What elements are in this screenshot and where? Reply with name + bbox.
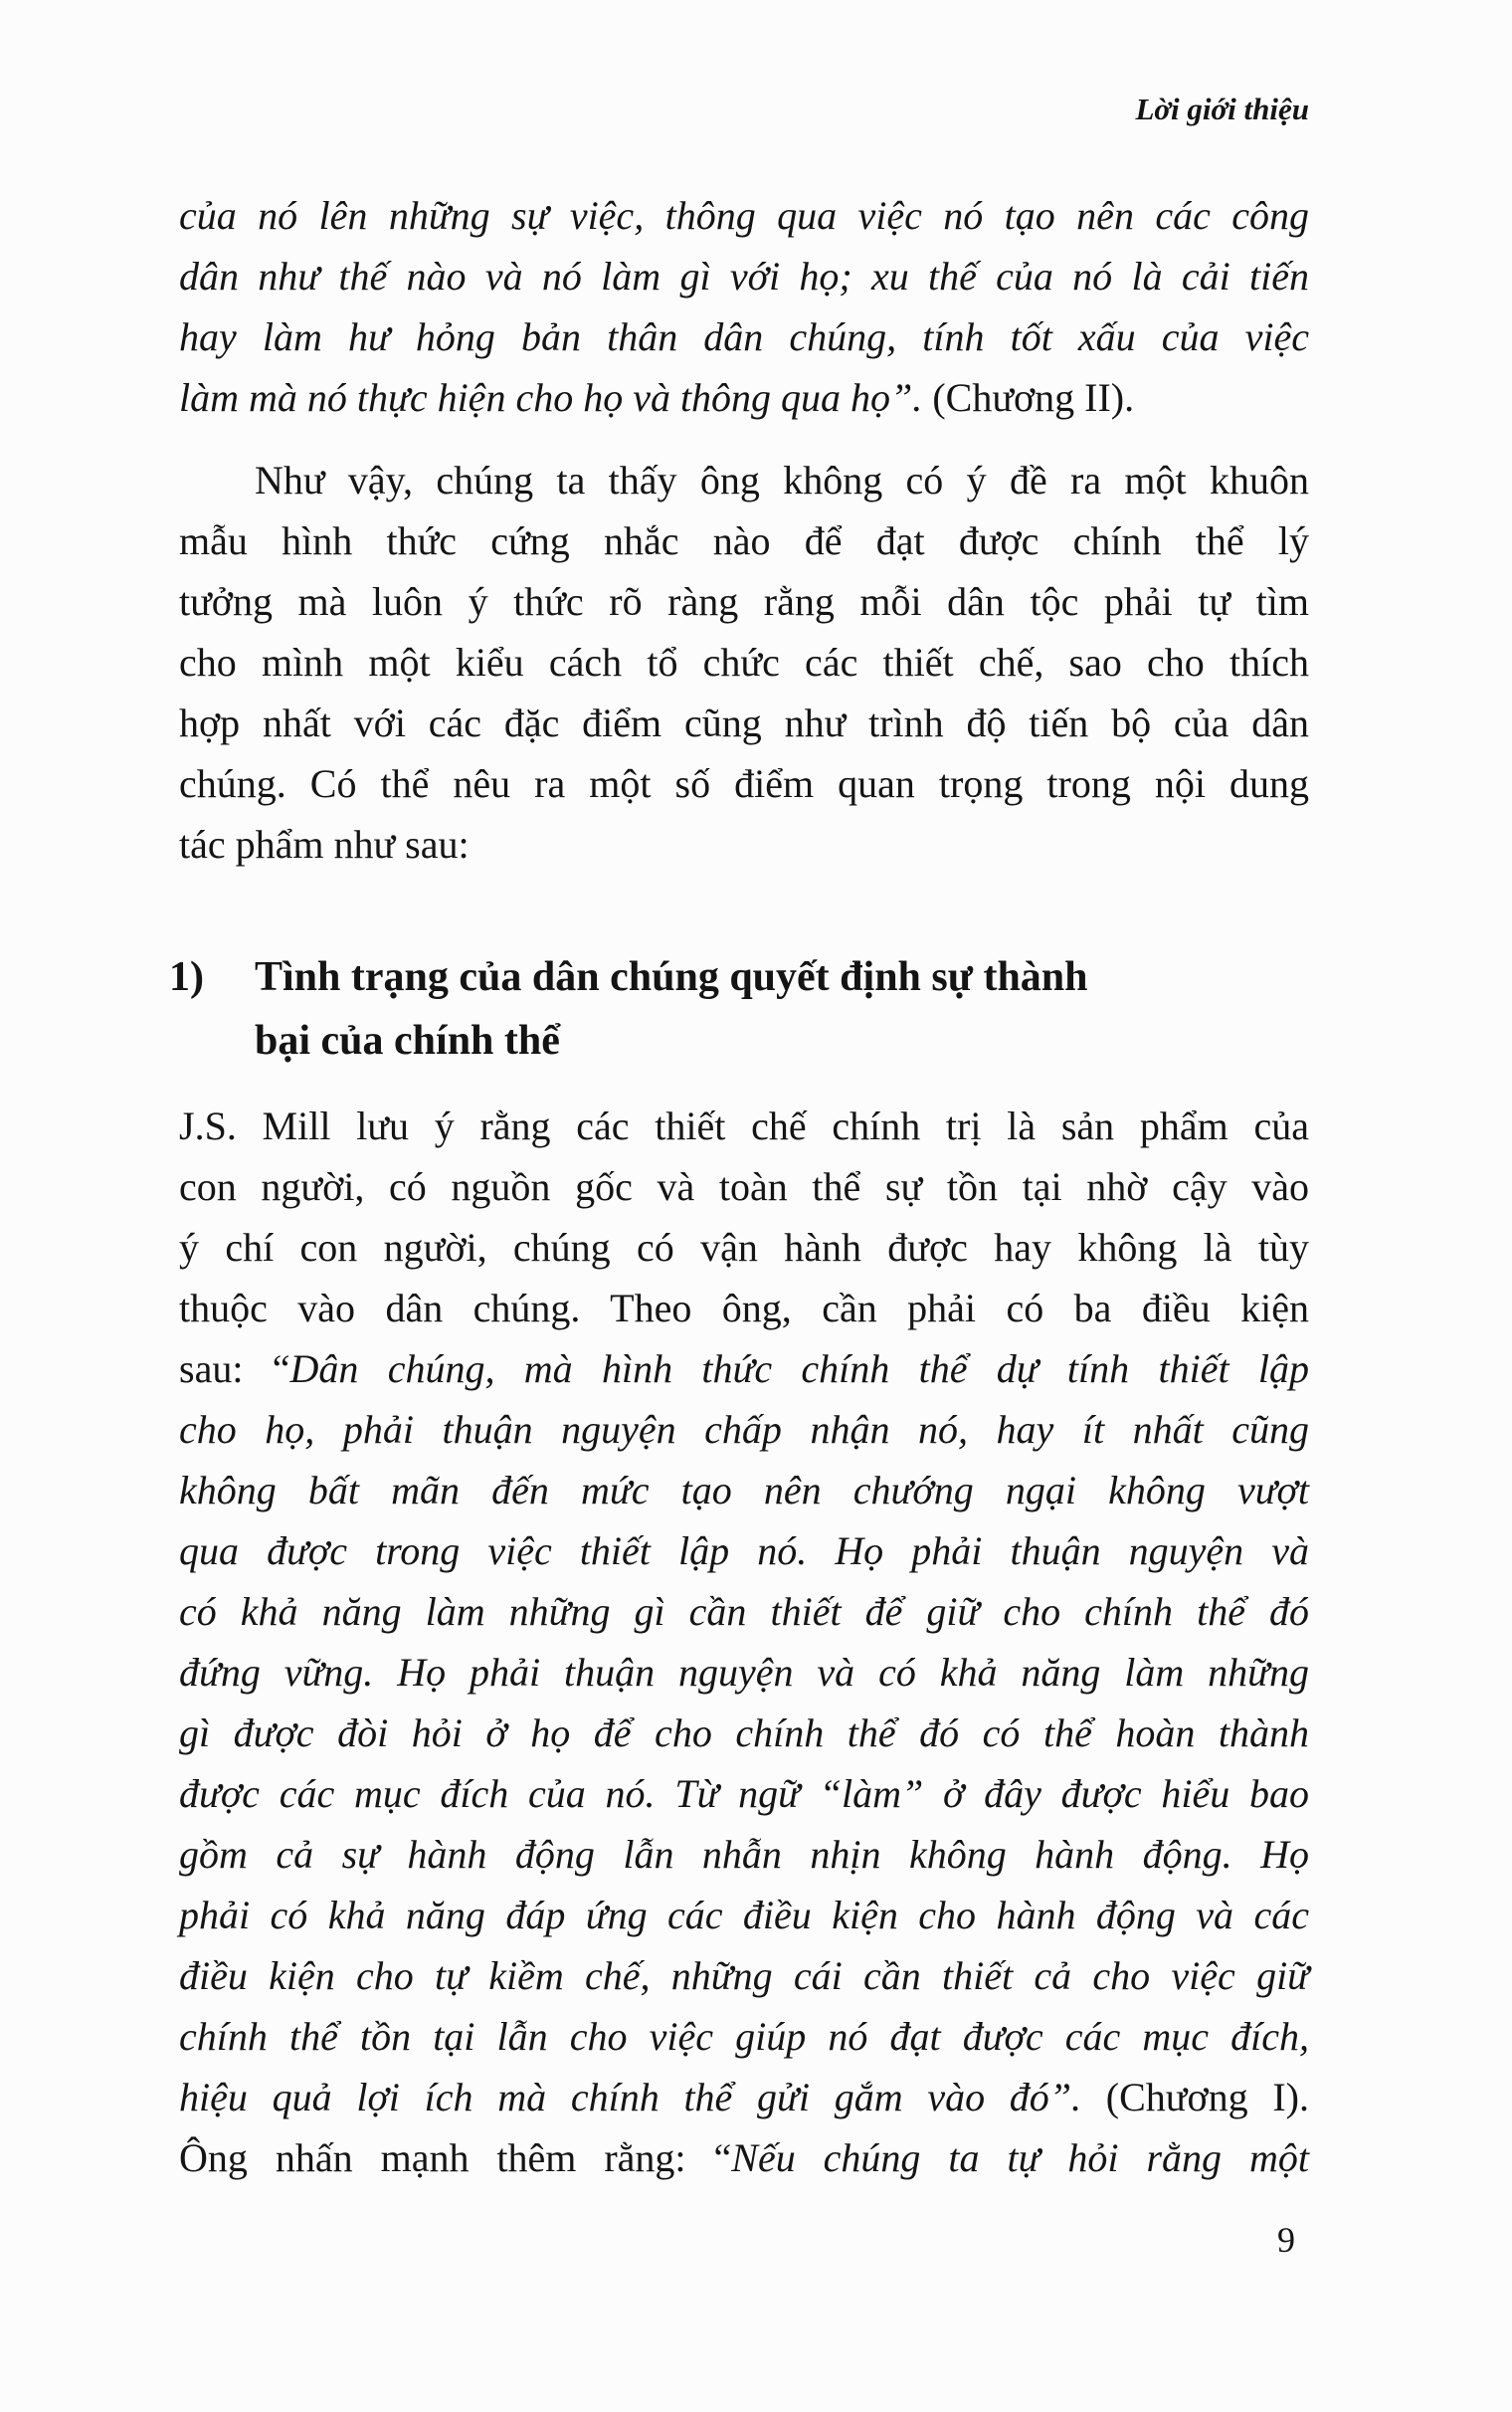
italic-quote-text: điều kiện cho tự kiềm chế, những cái cần thiết cả cho việc giữ: [179, 1953, 1309, 1998]
text-line: [179, 1763, 1309, 1824]
text-line: [179, 1460, 1309, 1520]
paragraph-summary: [179, 450, 1309, 875]
body-text: Ông nhấn mạnh thêm rằng: “: [179, 2135, 732, 2180]
italic-quote-text: có khả năng làm những gì cần thiết để giữ cho chính thể đó: [179, 1589, 1309, 1634]
text-line: [179, 1096, 1309, 1156]
body-text: (Chương II).: [922, 375, 1135, 420]
text-line: [179, 1824, 1309, 1885]
italic-quote-text: đứng vững. Họ phải thuận nguyện và có khả năng làm những: [179, 1650, 1309, 1695]
body-text: mẫu hình thức cứng nhắc nào để đạt được chính thể lý: [179, 518, 1309, 563]
text-line: [179, 1885, 1309, 1945]
section-title-line-2: bại của chính thể: [255, 1018, 560, 1064]
italic-quote-text: qua được trong việc thiết lập nó. Họ phải thuận nguyện và: [179, 1528, 1309, 1573]
text-line: [179, 1581, 1309, 1642]
section-number: 1): [169, 954, 204, 1000]
body-text: ý chí con người, chúng có vận hành được hay không là tùy: [179, 1225, 1309, 1270]
body-text: tác phẩm như sau:: [179, 822, 470, 867]
italic-quote-text: hay làm hư hỏng bản thân dân chúng, tính tốt xấu của việc: [179, 314, 1309, 359]
body-text: con người, có nguồn gốc và toàn thể sự tồn tại nhờ cậy vào: [179, 1164, 1309, 1209]
text-line: [179, 2006, 1309, 2067]
paragraph-mill-conditions: [179, 1096, 1309, 2188]
text-line: [179, 1703, 1309, 1763]
body-text: thuộc vào dân chúng. Theo ông, cần phải có ba điều kiện: [179, 1286, 1309, 1330]
paragraph-quote-continuation: [179, 185, 1309, 428]
italic-quote-text: cho họ, phải thuận nguyện chấp nhận nó, hay ít nhất cũng: [179, 1407, 1309, 1452]
running-head: Lời giới thiệu: [1135, 92, 1309, 126]
body-text: (Chương I).: [1081, 2075, 1309, 2119]
section-heading: [169, 945, 1309, 1073]
italic-quote-text: gì được đòi hỏi ở họ để cho chính thể đó có thể hoàn thành: [179, 1710, 1309, 1755]
text-line: [179, 632, 1309, 693]
text-line: [179, 571, 1309, 632]
body-text: Như vậy, chúng ta thấy ông không có ý đề ra một khuôn: [255, 458, 1309, 502]
italic-quote-text: hiệu quả lợi ích mà chính thể gửi gắm vào đó”.: [179, 2075, 1082, 2119]
body-text: sau: “: [179, 1346, 290, 1391]
text-line: [179, 2067, 1309, 2127]
text-line: [179, 1217, 1309, 1278]
body-text: cho mình một kiểu cách tổ chức các thiết chế, sao cho thích: [179, 640, 1309, 685]
section-title-line-1: Tình trạng của dân chúng quyết định sự thành: [255, 954, 1088, 1000]
page-number: 9: [1277, 2220, 1295, 2260]
italic-quote-text: phải có khả năng đáp ứng các điều kiện cho hành động và các: [179, 1893, 1309, 1937]
italic-quote-text: dân như thế nào và nó làm gì với họ; xu thế của nó là cải tiến: [179, 254, 1309, 299]
body-text: tưởng mà luôn ý thức rõ ràng rằng mỗi dân tộc phải tự tìm: [179, 579, 1309, 624]
text-line: [179, 1338, 1309, 1399]
text-line: [179, 450, 1309, 510]
text-line: [179, 246, 1309, 306]
text-line: [179, 367, 1309, 428]
text-line: [179, 510, 1309, 571]
body-text: hợp nhất với các đặc điểm cũng như trình độ tiến bộ của dân: [179, 701, 1309, 745]
text-line: [179, 1520, 1309, 1581]
italic-quote-text: được các mục đích của nó. Từ ngữ “làm” ở đây được hiểu bao: [179, 1771, 1309, 1816]
body-text: chúng. Có thể nêu ra một số điểm quan trọng trong nội dung: [179, 761, 1309, 806]
text-line: [179, 1945, 1309, 2006]
text-line: [179, 1642, 1309, 1703]
text-line: [179, 185, 1309, 246]
text-line: [179, 693, 1309, 753]
text-line: [179, 1399, 1309, 1460]
italic-quote-text: gồm cả sự hành động lẫn nhẫn nhịn không hành động. Họ: [179, 1832, 1309, 1877]
body-text: J.S. Mill lưu ý rằng các thiết chế chính trị là sản phẩm của: [179, 1104, 1309, 1148]
text-line: [179, 1156, 1309, 1217]
italic-quote-text: không bất mãn đến mức tạo nên chướng ngại không vượt: [179, 1468, 1309, 1512]
text-line: [179, 814, 1309, 875]
italic-quote-text: Dân chúng, mà hình thức chính thể dự tính thiết lập: [289, 1346, 1310, 1391]
italic-quote-text: Nếu chúng ta tự hỏi rằng một: [731, 2135, 1309, 2180]
text-line: [179, 306, 1309, 367]
italic-quote-text: làm mà nó thực hiện cho họ và thông qua họ”.: [179, 375, 923, 420]
italic-quote-text: của nó lên những sự việc, thông qua việc nó tạo nên các công: [179, 193, 1309, 238]
italic-quote-text: chính thể tồn tại lẫn cho việc giúp nó đạt được các mục đích,: [179, 2014, 1309, 2059]
text-line: [179, 1278, 1309, 1338]
text-line: [179, 2127, 1309, 2188]
text-line: [179, 753, 1309, 814]
